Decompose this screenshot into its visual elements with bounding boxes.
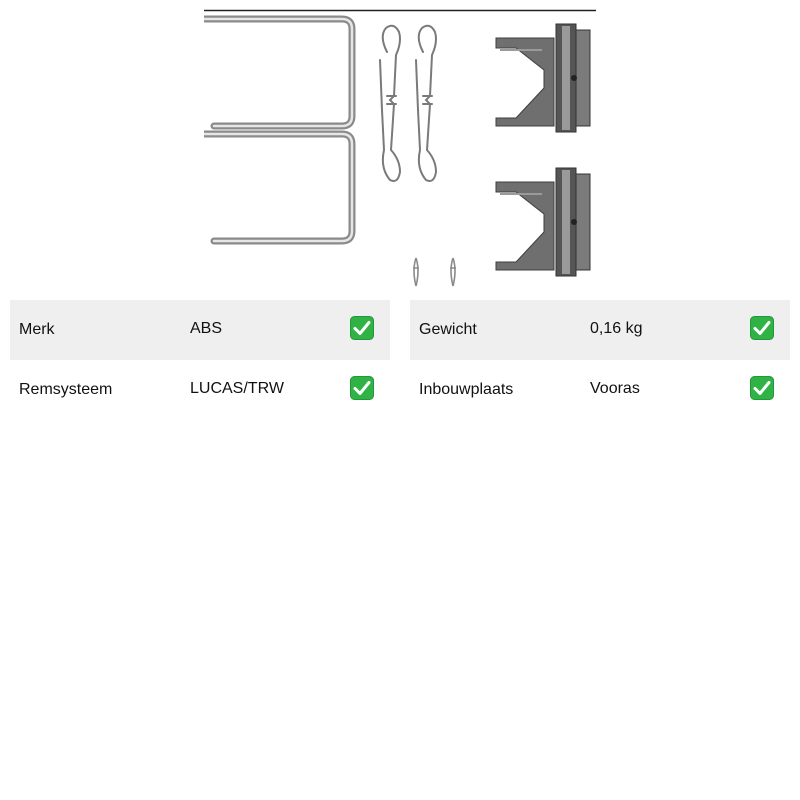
spec-row-merk: [10, 300, 390, 360]
specs-table-left: [10, 300, 390, 420]
check-icon: [750, 376, 774, 400]
spec-row-inbouwplaats: [410, 360, 790, 420]
specs-table-right: [410, 300, 790, 420]
spec-label: Merk: [19, 321, 55, 338]
check-icon: [350, 376, 374, 400]
spec-row-gewicht: [410, 300, 790, 360]
spec-label: Inbouwplaats: [419, 381, 514, 398]
spec-row-remsysteem: [10, 360, 390, 420]
spec-label: Remsysteem: [19, 381, 113, 398]
spec-value: ABS: [190, 320, 223, 337]
check-icon: [750, 316, 774, 340]
spec-label: Gewicht: [419, 321, 477, 338]
spec-value: LUCAS/TRW: [190, 380, 284, 397]
brake-pad-accessory-kit-image: [204, 0, 596, 290]
product-image: [204, 0, 596, 290]
spec-value: 0,16 kg: [590, 320, 643, 337]
spec-value: Vooras: [590, 380, 640, 397]
check-icon: [350, 316, 374, 340]
